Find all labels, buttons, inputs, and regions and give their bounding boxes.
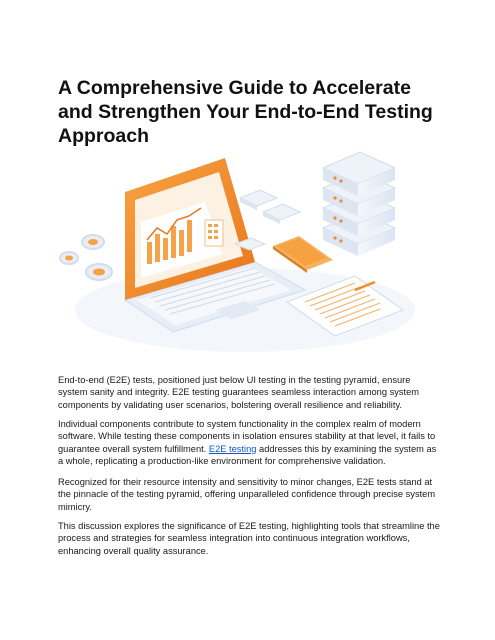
paragraph-components	[58, 418, 440, 468]
page-title: A Comprehensive Guide to Accelerate and Strengthen Your End-to-End Testing Approach	[58, 77, 433, 147]
paragraph-discussion: This discussion explores the significance of E2E testing, highlighting tools that streamline the process and strategies for seamless integration into continuous integration workflows, enhancing overall quality assurance.	[58, 521, 440, 556]
server-stack	[323, 152, 395, 256]
laptop-testing-illustration	[55, 150, 440, 360]
gear-icon	[82, 235, 104, 249]
phone	[273, 236, 333, 273]
paragraph-text: Individual components contribute to system functionality in the complex realm of modern software. While testing these components in isolation ensures stability at that level, it fails to guarantee overall system fulfillment.	[58, 419, 436, 454]
gear-icon	[86, 264, 112, 280]
paragraph-pyramid: Recognized for their resource intensity and sensitivity to minor changes, E2E tests stand at the pinnacle of the testing pyramid, offering unparalleled confidence through precise system mimicry.	[58, 477, 436, 512]
screen-panel	[205, 220, 223, 246]
gear-icon	[60, 252, 78, 264]
e2e-testing-link[interactable]: E2E testing	[208, 443, 257, 454]
paragraph-text: addresses this by examining the system as a whole, replicating a production-like environment for comprehensive validation.	[58, 443, 437, 467]
floating-tile	[263, 204, 300, 224]
paragraph-intro: End-to-end (E2E) tests, positioned just below UI testing in the testing pyramid, ensure system sanity and integrity. E2E testing guarantees seamless interaction among system components by validating user scenarios, bolstering overall resilience and reliability.	[58, 375, 420, 410]
floating-tile	[240, 190, 277, 210]
